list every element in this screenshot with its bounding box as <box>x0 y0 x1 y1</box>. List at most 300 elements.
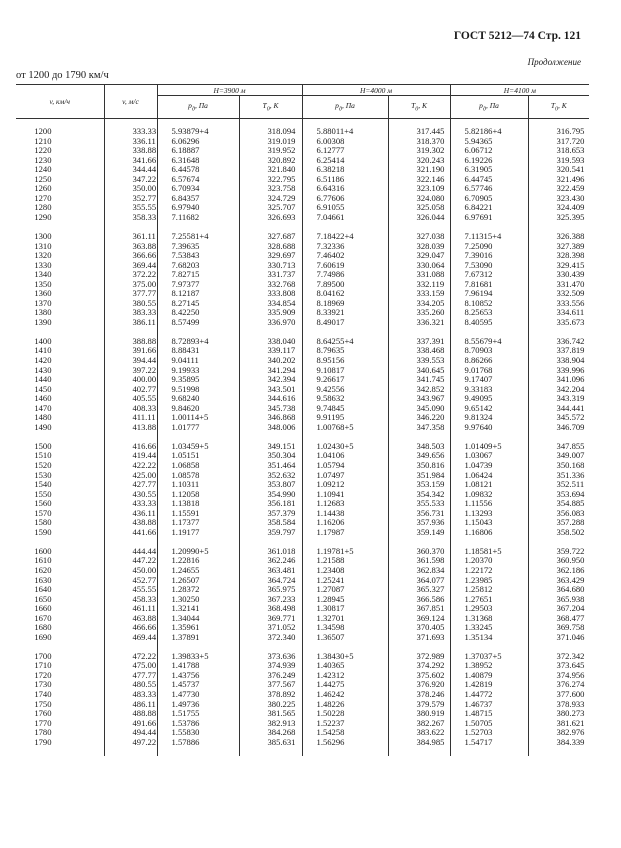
speed-ms-cell: 469.44 <box>104 633 157 643</box>
pressure-cell: 1.16806 <box>450 528 528 538</box>
table-row <box>16 261 589 271</box>
temperature-cell: 317.720 <box>528 137 589 147</box>
pressure-cell: 6.77606 <box>302 194 388 204</box>
table-row <box>16 604 589 614</box>
pressure-cell: 1.38952 <box>450 661 528 671</box>
table-row <box>16 633 589 643</box>
col-header-temperature: $T_0$, К <box>528 96 589 119</box>
pressure-cell: 8.88431 <box>157 346 239 356</box>
speed-kmh-cell: 1790 <box>34 737 52 747</box>
table-spacer-row <box>16 119 589 128</box>
temperature-cell: 345.738 <box>239 404 302 414</box>
temperature-cell: 360.370 <box>388 547 450 557</box>
temperature-cell: 326.693 <box>239 213 302 223</box>
pressure-cell: 6.06712 <box>450 146 528 156</box>
temperature-cell: 365.327 <box>388 585 450 595</box>
temperature-cell: 324.729 <box>239 194 302 204</box>
pressure-cell: 1.37891 <box>157 633 239 643</box>
speed-ms-cell: 416.66 <box>104 442 157 452</box>
temperature-cell: 367.204 <box>528 604 589 614</box>
temperature-cell: 359.722 <box>528 547 589 557</box>
speed-kmh-cell: 1580 <box>34 518 52 528</box>
temperature-cell: 373.645 <box>528 661 589 671</box>
speed-kmh-cell: 1440 <box>34 375 52 385</box>
temperature-cell: 371.046 <box>528 633 589 643</box>
pressure-cell: 1.00768+5 <box>302 423 388 433</box>
pressure-cell: 8.86266 <box>450 356 528 366</box>
pressure-cell: 1.28372 <box>157 585 239 595</box>
pressure-cell: 9.91195 <box>302 413 388 423</box>
pressure-cell: 1.32701 <box>302 614 388 624</box>
temperature-cell: 346.709 <box>528 423 589 433</box>
temperature-cell: 356.181 <box>239 499 302 509</box>
pressure-cell: 1.48226 <box>302 700 388 710</box>
pressure-cell: 8.33921 <box>302 308 388 318</box>
table-row <box>16 366 589 376</box>
pressure-cell: 1.52237 <box>302 719 388 729</box>
temperature-cell: 350.168 <box>528 461 589 471</box>
table-row <box>16 671 589 681</box>
speed-ms-cell: 455.55 <box>104 585 157 595</box>
pressure-cell: 7.46402 <box>302 251 388 261</box>
table-row <box>16 528 589 538</box>
pressure-cell: 1.16206 <box>302 518 388 528</box>
temperature-cell: 355.533 <box>388 499 450 509</box>
pressure-cell: 6.51186 <box>302 175 388 185</box>
pressure-cell: 1.26507 <box>157 576 239 586</box>
temperature-cell: 385.631 <box>239 738 302 756</box>
speed-kmh-cell: 1210 <box>34 136 52 146</box>
pressure-cell: 7.82715 <box>157 270 239 280</box>
temperature-cell: 322.146 <box>388 175 450 185</box>
pressure-cell: 5.82186+4 <box>450 127 528 137</box>
temperature-cell: 377.600 <box>528 690 589 700</box>
pressure-cell: 1.20990+5 <box>157 547 239 557</box>
temperature-cell: 371.693 <box>388 633 450 643</box>
temperature-cell: 378.246 <box>388 690 450 700</box>
temperature-cell: 367.233 <box>239 595 302 605</box>
spacer-cell <box>104 327 157 337</box>
pressure-cell: 1.23408 <box>302 566 388 576</box>
pressure-cell: 8.12187 <box>157 289 239 299</box>
spacer-cell <box>157 119 239 128</box>
pressure-cell: 5.94365 <box>450 137 528 147</box>
table-row <box>16 242 589 252</box>
speed-kmh-cell: 1480 <box>34 413 52 423</box>
temperature-cell: 321.496 <box>528 175 589 185</box>
pressure-cell: 1.27087 <box>302 585 388 595</box>
pressure-cell: 7.11682 <box>157 213 239 223</box>
temperature-cell: 323.109 <box>388 184 450 194</box>
temperature-cell: 333.556 <box>528 299 589 309</box>
temperature-cell: 366.586 <box>388 595 450 605</box>
pressure-cell: 1.01409+5 <box>450 442 528 452</box>
pressure-cell: 1.12683 <box>302 499 388 509</box>
pressure-cell: 8.49017 <box>302 318 388 328</box>
temperature-cell: 351.984 <box>388 471 450 481</box>
temperature-cell: 357.379 <box>239 509 302 519</box>
temperature-cell: 321.190 <box>388 165 450 175</box>
pressure-cell: 8.72893+4 <box>157 337 239 347</box>
table-row <box>16 184 589 194</box>
speed-kmh-cell: 1550 <box>34 489 52 499</box>
pressure-cell: 6.84221 <box>450 203 528 213</box>
temperature-cell: 322.795 <box>239 175 302 185</box>
table-row <box>16 623 589 633</box>
spacer-cell <box>450 642 528 652</box>
speed-ms-cell: 422.22 <box>104 461 157 471</box>
temperature-cell: 318.370 <box>388 137 450 147</box>
spacer-cell <box>388 119 450 128</box>
col-header-temperature: $T_0$, К <box>388 96 450 119</box>
speed-ms-cell: 483.33 <box>104 690 157 700</box>
temperature-cell: 325.707 <box>239 203 302 213</box>
pressure-cell: 9.68240 <box>157 394 239 404</box>
pressure-cell: 7.89500 <box>302 280 388 290</box>
spacer-cell <box>302 432 388 442</box>
temperature-cell: 352.511 <box>528 480 589 490</box>
table-row <box>16 661 589 671</box>
temperature-cell: 351.336 <box>528 471 589 481</box>
pressure-cell: 8.64255+4 <box>302 337 388 347</box>
temperature-cell: 320.541 <box>528 165 589 175</box>
pressure-cell: 8.70903 <box>450 346 528 356</box>
col-header-v-kmh: v, км/ч <box>16 85 104 119</box>
pressure-cell: 1.24655 <box>157 566 239 576</box>
temperature-cell: 339.996 <box>528 366 589 376</box>
table-row <box>16 480 589 490</box>
temperature-cell: 323.430 <box>528 194 589 204</box>
pressure-cell: 6.00308 <box>302 137 388 147</box>
table-row <box>16 137 589 147</box>
temperature-cell: 344.616 <box>239 394 302 404</box>
spacer-cell <box>302 642 388 652</box>
pressure-cell: 1.48715 <box>450 709 528 719</box>
spacer-cell <box>157 537 239 547</box>
speed-kmh-cell: 1670 <box>34 613 52 623</box>
temperature-cell: 331.088 <box>388 270 450 280</box>
temperature-cell: 337.819 <box>528 346 589 356</box>
pressure-cell: 1.05794 <box>302 461 388 471</box>
table-row <box>16 728 589 738</box>
temperature-cell: 319.019 <box>239 137 302 147</box>
pressure-cell: 1.50705 <box>450 719 528 729</box>
table-row <box>16 442 589 452</box>
temperature-cell: 345.572 <box>528 413 589 423</box>
spacer-cell <box>388 222 450 232</box>
pressure-cell: 1.34044 <box>157 614 239 624</box>
spacer-cell <box>528 119 589 128</box>
atmosphere-table <box>16 84 589 756</box>
speed-ms-cell: 372.22 <box>104 270 157 280</box>
pressure-cell: 1.15043 <box>450 518 528 528</box>
temperature-cell: 344.441 <box>528 404 589 414</box>
pressure-cell: 8.25653 <box>450 308 528 318</box>
speed-kmh-cell: 1720 <box>34 670 52 680</box>
spacer-cell <box>450 537 528 547</box>
temperature-cell: 327.038 <box>388 232 450 242</box>
pressure-cell: 6.70934 <box>157 184 239 194</box>
temperature-cell: 328.688 <box>239 242 302 252</box>
temperature-cell: 374.292 <box>388 661 450 671</box>
pressure-cell: 1.09212 <box>302 480 388 490</box>
pressure-cell: 8.42250 <box>157 308 239 318</box>
temperature-cell: 349.656 <box>388 451 450 461</box>
speed-ms-cell: 347.22 <box>104 175 157 185</box>
speed-kmh-cell: 1230 <box>34 155 52 165</box>
temperature-cell: 330.064 <box>388 261 450 271</box>
pressure-cell: 7.39016 <box>450 251 528 261</box>
table-row <box>16 471 589 481</box>
speed-kmh-cell: 1450 <box>34 384 52 394</box>
temperature-cell: 362.834 <box>388 566 450 576</box>
speed-ms-cell: 466.66 <box>104 623 157 633</box>
pressure-cell: 6.70905 <box>450 194 528 204</box>
pressure-cell: 7.18422+4 <box>302 232 388 242</box>
temperature-cell: 357.288 <box>528 518 589 528</box>
table-row <box>16 251 589 261</box>
spacer-cell <box>157 222 239 232</box>
table-row <box>16 356 589 366</box>
temperature-cell: 374.939 <box>239 661 302 671</box>
pressure-cell: 1.46242 <box>302 690 388 700</box>
table-row <box>16 394 589 404</box>
pressure-cell: 1.19781+5 <box>302 547 388 557</box>
temperature-cell: 382.913 <box>239 719 302 729</box>
speed-ms-cell: 352.77 <box>104 194 157 204</box>
pressure-cell: 7.81681 <box>450 280 528 290</box>
pressure-cell: 9.26617 <box>302 375 388 385</box>
pressure-cell: 1.12058 <box>157 490 239 500</box>
table-row <box>16 576 589 586</box>
spacer-cell <box>16 642 104 652</box>
speed-ms-cell: 380.55 <box>104 299 157 309</box>
speed-kmh-cell: 1370 <box>34 298 52 308</box>
temperature-cell: 382.976 <box>528 728 589 738</box>
speed-kmh-cell: 1770 <box>34 718 52 728</box>
spacer-cell <box>239 432 302 442</box>
speed-ms-cell: 436.11 <box>104 509 157 519</box>
speed-ms-cell: 391.66 <box>104 346 157 356</box>
col-header-pressure: $p_д$, Па <box>302 96 388 119</box>
pressure-cell: 1.49736 <box>157 700 239 710</box>
temperature-cell: 365.938 <box>528 595 589 605</box>
speed-kmh-cell: 1660 <box>34 604 52 614</box>
speed-ms-cell: 444.44 <box>104 547 157 557</box>
speed-ms-cell: 461.11 <box>104 604 157 614</box>
temperature-cell: 326.044 <box>388 213 450 223</box>
temperature-cell: 368.498 <box>239 604 302 614</box>
table-row <box>16 404 589 414</box>
pressure-cell: 1.37037+5 <box>450 652 528 662</box>
temperature-cell: 369.771 <box>239 614 302 624</box>
spacer-cell <box>239 327 302 337</box>
pressure-cell: 1.07497 <box>302 471 388 481</box>
table-row <box>16 337 589 347</box>
temperature-cell: 380.225 <box>239 700 302 710</box>
pressure-cell: 7.67312 <box>450 270 528 280</box>
speed-ms-cell: 433.33 <box>104 499 157 509</box>
speed-ms-cell: 475.00 <box>104 661 157 671</box>
pressure-cell: 9.17407 <box>450 375 528 385</box>
table-row <box>16 499 589 509</box>
speed-kmh-cell: 1350 <box>34 279 52 289</box>
speed-ms-cell: 486.11 <box>104 700 157 710</box>
table-row <box>16 308 589 318</box>
speed-ms-cell: 438.88 <box>104 518 157 528</box>
pressure-cell: 1.50228 <box>302 709 388 719</box>
table-row <box>16 595 589 605</box>
temperature-cell: 320.892 <box>239 156 302 166</box>
pressure-cell: 9.33183 <box>450 385 528 395</box>
pressure-cell: 9.10817 <box>302 366 388 376</box>
speed-ms-cell: 497.22 <box>104 738 157 756</box>
pressure-cell: 1.29503 <box>450 604 528 614</box>
table-row <box>16 194 589 204</box>
speed-ms-cell: 388.88 <box>104 337 157 347</box>
pressure-cell: 8.95156 <box>302 356 388 366</box>
pressure-cell: 9.51998 <box>157 385 239 395</box>
speed-kmh-cell: 1380 <box>34 308 52 318</box>
temperature-cell: 373.636 <box>239 652 302 662</box>
speed-kmh-cell: 1680 <box>34 623 52 633</box>
pressure-cell: 6.44745 <box>450 175 528 185</box>
pressure-cell: 6.84357 <box>157 194 239 204</box>
speed-kmh-cell: 1510 <box>34 451 52 461</box>
speed-kmh-cell: 1300 <box>34 231 52 241</box>
pressure-cell: 6.97691 <box>450 213 528 223</box>
spacer-cell <box>157 642 239 652</box>
temperature-cell: 348.006 <box>239 423 302 433</box>
pressure-cell: 1.11556 <box>450 499 528 509</box>
temperature-cell: 319.593 <box>528 156 589 166</box>
speed-kmh-cell: 1330 <box>34 260 52 270</box>
table-row <box>16 652 589 662</box>
pressure-cell: 1.27651 <box>450 595 528 605</box>
temperature-cell: 343.319 <box>528 394 589 404</box>
temperature-cell: 337.391 <box>388 337 450 347</box>
pressure-cell: 1.20370 <box>450 556 528 566</box>
spacer-cell <box>302 222 388 232</box>
temperature-cell: 325.395 <box>528 213 589 223</box>
temperature-cell: 336.970 <box>239 318 302 328</box>
speed-ms-cell: 369.44 <box>104 261 157 271</box>
pressure-cell: 6.25414 <box>302 156 388 166</box>
spacer-cell <box>388 327 450 337</box>
pressure-cell: 1.23985 <box>450 576 528 586</box>
pressure-cell: 1.45737 <box>157 680 239 690</box>
table-row <box>16 585 589 595</box>
temperature-cell: 365.975 <box>239 585 302 595</box>
temperature-cell: 321.840 <box>239 165 302 175</box>
temperature-cell: 350.816 <box>388 461 450 471</box>
speed-kmh-cell: 1430 <box>34 365 52 375</box>
table-spacer-row <box>16 537 589 547</box>
pressure-cell: 1.25812 <box>450 585 528 595</box>
temperature-cell: 331.737 <box>239 270 302 280</box>
temperature-cell: 359.149 <box>388 528 450 538</box>
pressure-cell: 1.13293 <box>450 509 528 519</box>
temperature-cell: 370.405 <box>388 623 450 633</box>
spacer-cell <box>157 432 239 442</box>
speed-ms-cell: 358.33 <box>104 213 157 223</box>
pressure-cell: 1.43756 <box>157 671 239 681</box>
speed-ms-cell: 491.66 <box>104 719 157 729</box>
pressure-cell: 1.30250 <box>157 595 239 605</box>
speed-kmh-cell: 1700 <box>34 651 52 661</box>
temperature-cell: 356.083 <box>528 509 589 519</box>
speed-ms-cell: 430.55 <box>104 490 157 500</box>
table-row <box>16 490 589 500</box>
temperature-cell: 377.567 <box>239 680 302 690</box>
spacer-cell <box>302 119 388 128</box>
temperature-cell: 358.584 <box>239 518 302 528</box>
temperature-cell: 338.904 <box>528 356 589 366</box>
speed-kmh-cell: 1200 <box>34 127 52 136</box>
temperature-cell: 334.854 <box>239 299 302 309</box>
pressure-cell: 1.39833+5 <box>157 652 239 662</box>
pressure-cell: 7.11315+4 <box>450 232 528 242</box>
speed-ms-cell: 477.77 <box>104 671 157 681</box>
speed-ms-cell: 336.11 <box>104 137 157 147</box>
speed-ms-cell: 494.44 <box>104 728 157 738</box>
temperature-cell: 336.321 <box>388 318 450 328</box>
col-header-alt-1: H=3900 м <box>157 85 302 96</box>
pressure-cell: 7.96194 <box>450 289 528 299</box>
pressure-cell: 1.38430+5 <box>302 652 388 662</box>
spacer-cell <box>16 432 104 442</box>
pressure-cell: 7.53843 <box>157 251 239 261</box>
pressure-cell: 1.03459+5 <box>157 442 239 452</box>
temperature-cell: 335.673 <box>528 318 589 328</box>
temperature-cell: 329.047 <box>388 251 450 261</box>
pressure-cell: 1.53786 <box>157 719 239 729</box>
speed-ms-cell: 447.22 <box>104 556 157 566</box>
temperature-cell: 324.409 <box>528 203 589 213</box>
pressure-cell: 6.64316 <box>302 184 388 194</box>
col-header-alt-2: H=4000 м <box>302 85 450 96</box>
pressure-cell: 7.60619 <box>302 261 388 271</box>
pressure-cell: 9.74845 <box>302 404 388 414</box>
speed-kmh-cell: 1260 <box>34 184 52 194</box>
speed-kmh-cell: 1640 <box>34 585 52 595</box>
table-row <box>16 413 589 423</box>
spacer-cell <box>450 222 528 232</box>
speed-kmh-cell: 1600 <box>34 546 52 556</box>
spacer-cell <box>388 642 450 652</box>
speed-kmh-cell: 1400 <box>34 336 52 346</box>
temperature-cell: 356.731 <box>388 509 450 519</box>
temperature-cell: 383.622 <box>388 728 450 738</box>
temperature-cell: 339.117 <box>239 346 302 356</box>
spacer-cell <box>388 432 450 442</box>
pressure-cell: 1.04739 <box>450 461 528 471</box>
speed-ms-cell: 480.55 <box>104 680 157 690</box>
pressure-cell: 9.84620 <box>157 404 239 414</box>
pressure-cell: 1.40365 <box>302 661 388 671</box>
speed-ms-cell: 402.77 <box>104 385 157 395</box>
speed-kmh-cell: 1470 <box>34 403 52 413</box>
speed-kmh-cell: 1740 <box>34 690 52 700</box>
temperature-cell: 348.503 <box>388 442 450 452</box>
pressure-cell: 9.19933 <box>157 366 239 376</box>
speed-kmh-cell: 1630 <box>34 575 52 585</box>
temperature-cell: 342.852 <box>388 385 450 395</box>
speed-kmh-cell: 1420 <box>34 356 52 366</box>
temperature-cell: 332.768 <box>239 280 302 290</box>
temperature-cell: 330.713 <box>239 261 302 271</box>
temperature-cell: 380.273 <box>528 709 589 719</box>
